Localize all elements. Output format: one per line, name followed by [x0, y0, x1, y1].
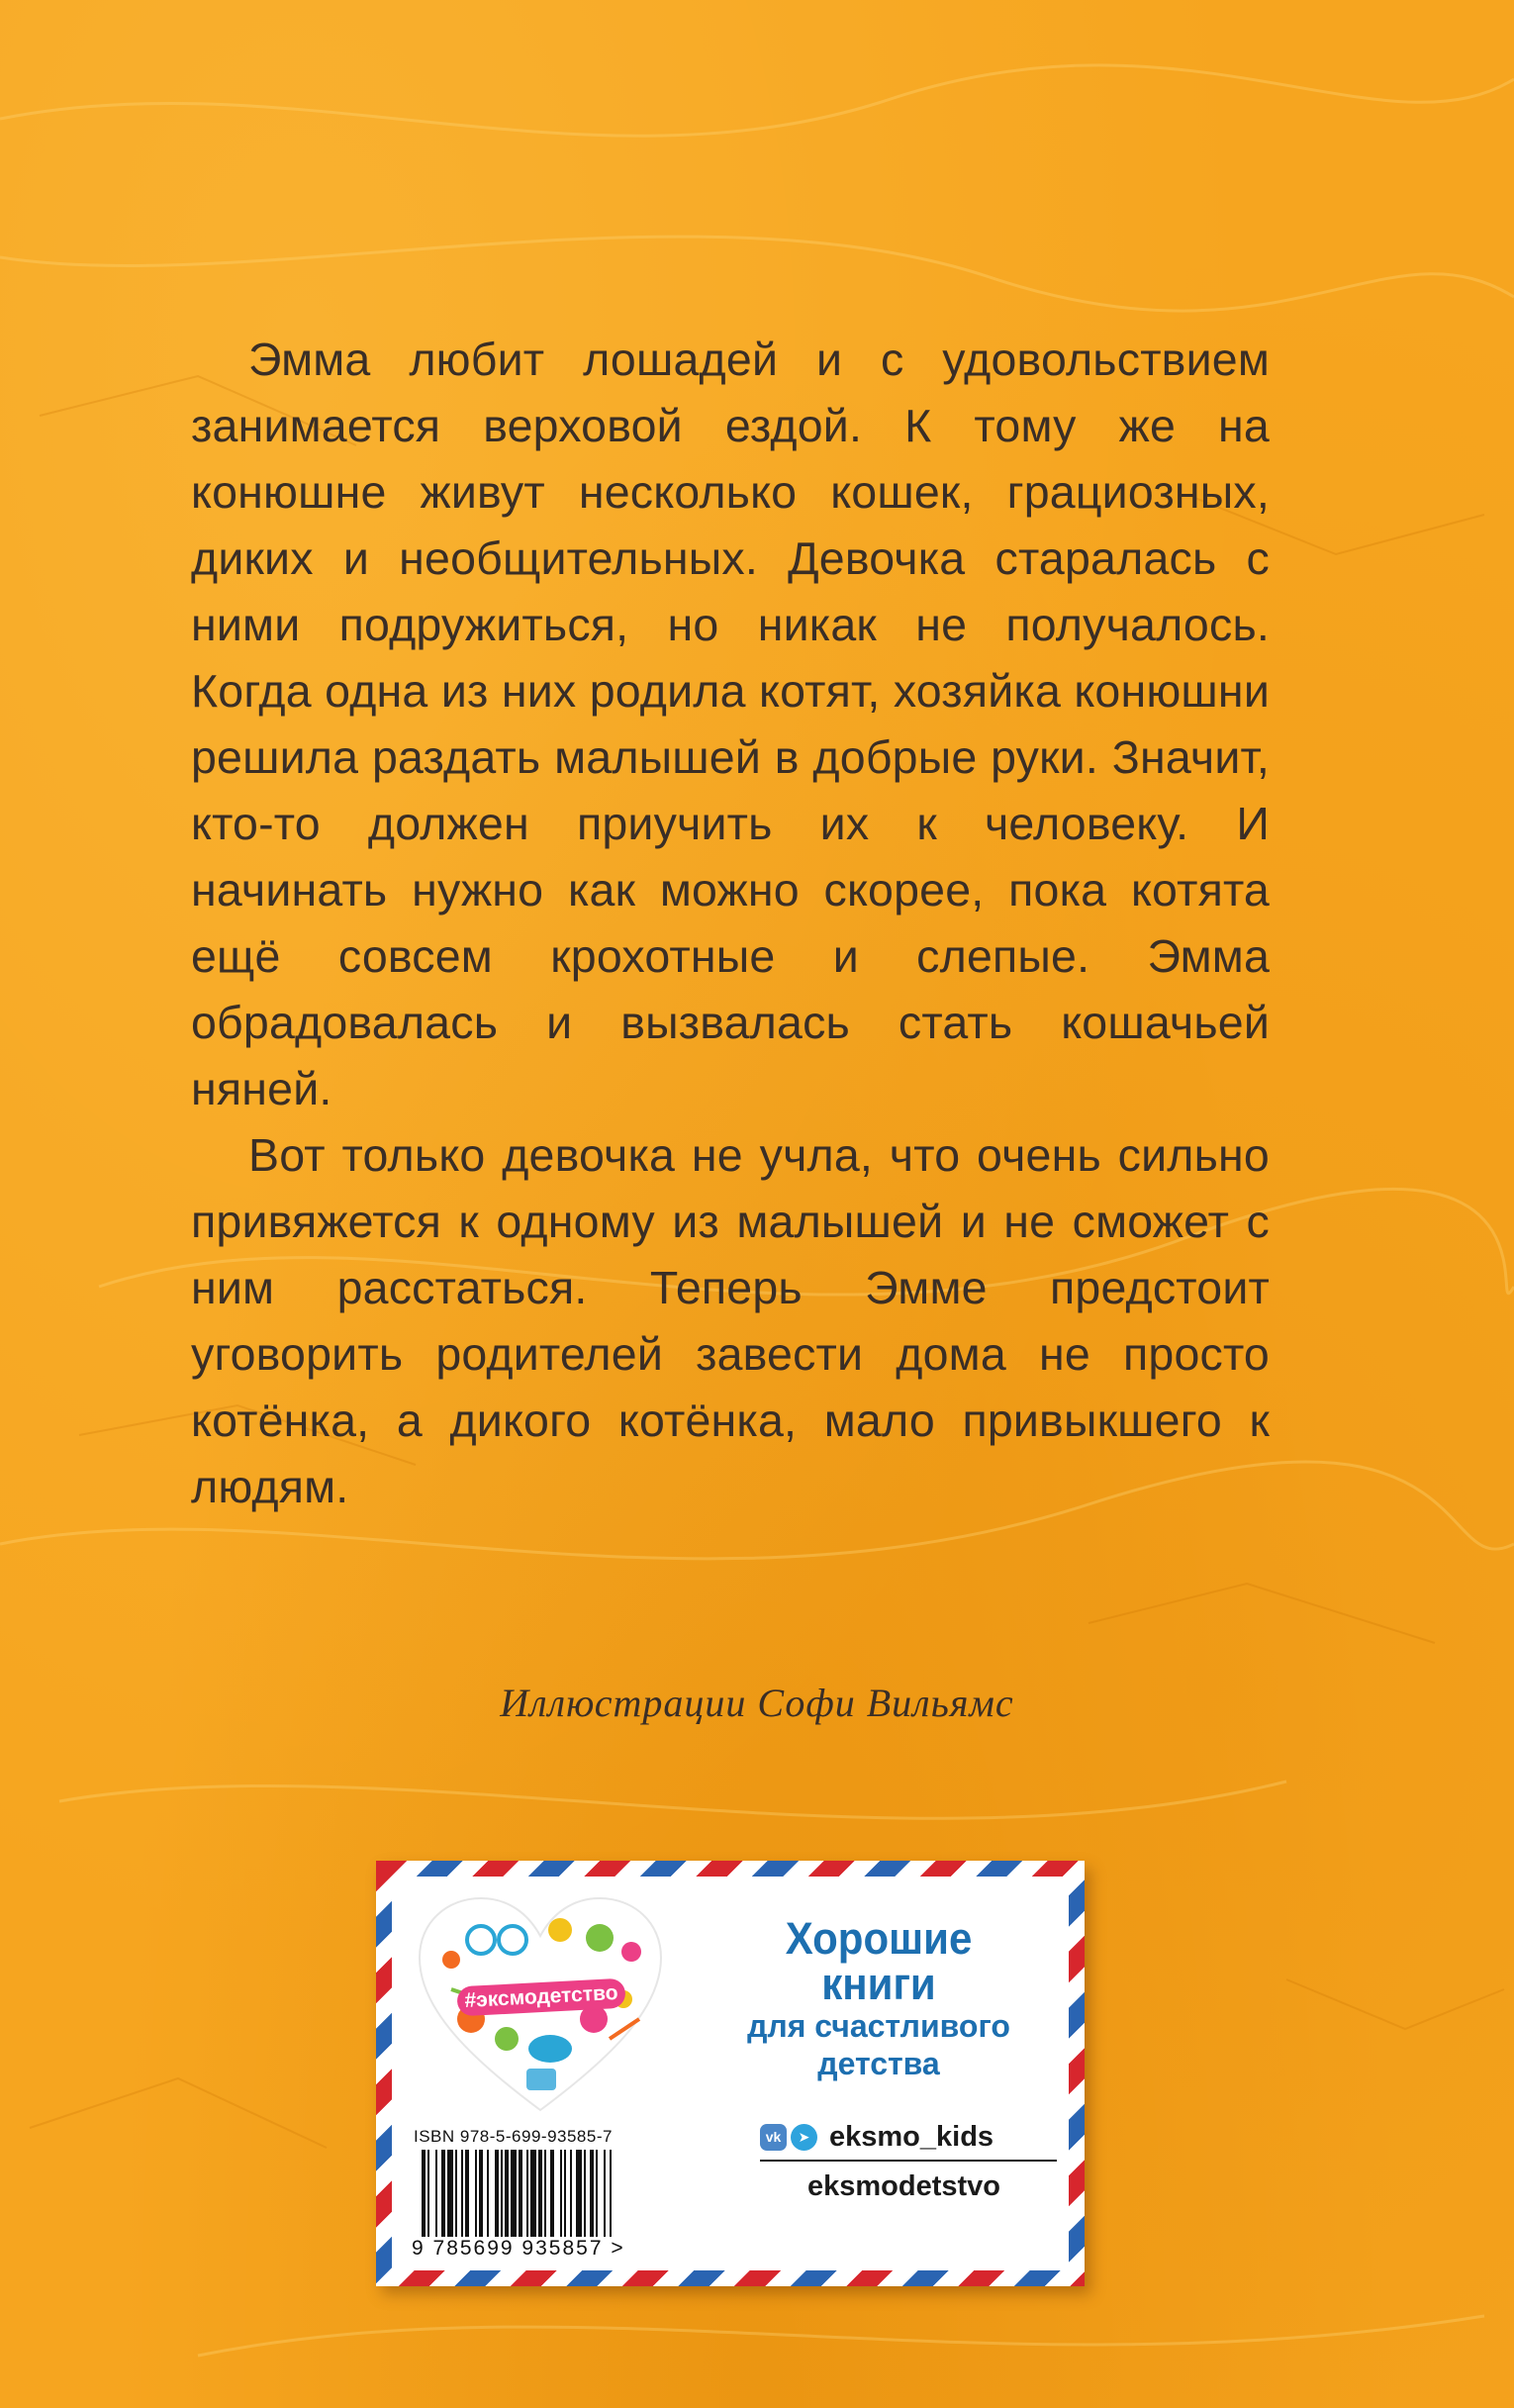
social-row-2 [760, 2162, 1057, 2211]
book-description [191, 327, 1270, 1520]
slogan-line-4: детства [817, 2046, 940, 2081]
promo-envelope-card [376, 1861, 1085, 2286]
social-row-1 [760, 2114, 1057, 2162]
barcode-digits: 9 785699 935857 > [412, 2237, 625, 2260]
barcode-block [412, 2126, 693, 2264]
illustrator-credit: Иллюстрации Софи Вильямс [500, 1681, 1014, 1725]
isbn-number: ISBN 978-5-699-93585-7 [414, 2127, 613, 2146]
vk-icon[interactable]: vk [760, 2124, 787, 2151]
hashtag-badge: #эксмодетство [456, 1978, 625, 2017]
slogan-line-2: книги [821, 1959, 936, 2009]
envelope-inner [392, 1877, 1069, 2270]
slogan-line-1: Хорошие [785, 1913, 973, 1964]
description-paragraph-1: Эмма любит лошадей и с удовольствием занимается верховой ездой. К тому же на конюшне живут несколько кошек, грациозных, диких и необщительных. Девочка старалась с ними подружиться, но никак не получалось. Когда одна из них родила котят, хозяйка конюшни решила раздать малышей в добрые руки. Значит, кто-то должен приучить их к человеку. И начинать нужно как можно скорее, пока котята ещё совсем крохотные и слепые. Эмма обрадовалась и вызвалась стать кошачьей няней. [191, 334, 1270, 1114]
barcode-icon [412, 2150, 693, 2241]
social-handle-1[interactable]: eksmo_kids [829, 2120, 994, 2153]
slogan-line-3: для счастливого [747, 2008, 1010, 2044]
promo-slogan [689, 1913, 1069, 2082]
description-paragraph-2: Вот только девочка не учла, что очень сильно привяжется к одному из малышей и не сможет с ним расстаться. Теперь Эмме предстоит уговорить родителей завести дома не просто котёнка, а дикого котёнка, мало привыкшего к людям. [191, 1129, 1270, 1512]
social-handle-2[interactable]: eksmodetstvo [807, 2169, 1001, 2202]
heart-doodle-icon [412, 1890, 669, 2118]
social-links [760, 2114, 1057, 2211]
telegram-icon[interactable]: ➤ [791, 2124, 817, 2151]
